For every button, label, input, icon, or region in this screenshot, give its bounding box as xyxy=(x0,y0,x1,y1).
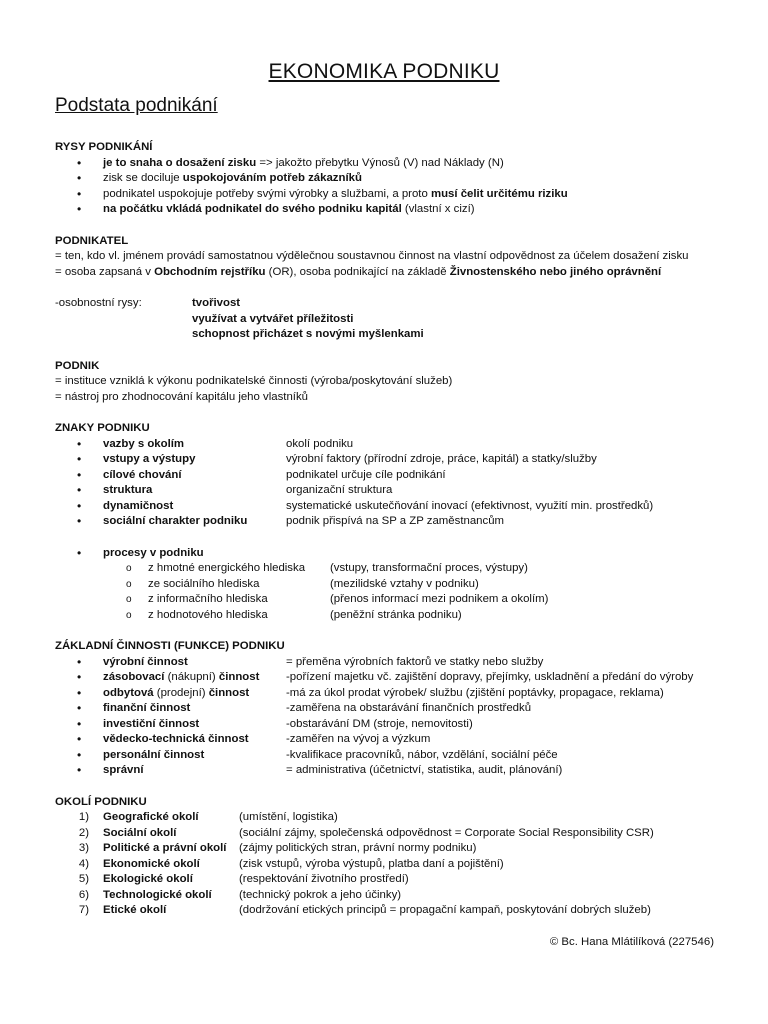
item-number: 5) xyxy=(78,873,89,885)
list-item xyxy=(55,826,735,842)
item-value: -obstarávání DM (stroje, nemovitosti) xyxy=(286,717,473,730)
item-key: vstupy a výstupy xyxy=(103,453,196,465)
cinnosti-list xyxy=(55,655,735,779)
sub-list-item xyxy=(55,608,735,624)
trait-item: schopnost přicházet s novými myšlenkami xyxy=(192,328,424,340)
item-value: organizační struktura xyxy=(286,484,393,496)
item-key: odbytová xyxy=(103,686,154,699)
item-value: (umístění, logistika) xyxy=(239,811,338,823)
item-key-tail: činnost xyxy=(205,686,250,699)
znaky-list xyxy=(55,437,735,562)
spacer xyxy=(55,280,735,296)
sub-item-value: (přenos informací mezi podnikem a okolím) xyxy=(330,593,549,605)
definition-line: = ten, kdo vl. jménem provádí samostatnou výdělečnou soustavnou činnost na vlastní odpovědnost za účelem dosažení zisku xyxy=(55,250,689,262)
bullet-icon: • xyxy=(77,685,82,700)
item-value: (zisk vstupů, výroba výstupů, platba daní a pojištění) xyxy=(239,857,504,870)
item-key: Politické a právní okolí xyxy=(103,842,227,854)
item-key: Technologické okolí xyxy=(103,888,212,901)
list-item xyxy=(55,452,735,468)
line-bold: Obchodním rejstříku xyxy=(154,265,266,278)
bullet-icon: • xyxy=(77,701,82,715)
item-bold: je to snaha o dosažení zisku xyxy=(103,156,257,169)
list-item xyxy=(55,732,735,748)
item-value: (zájmy politických stran, právní normy podniku) xyxy=(239,842,477,854)
item-value: okolí podniku xyxy=(286,437,354,450)
list-item xyxy=(55,763,735,779)
list-item xyxy=(55,717,735,733)
item-number: 6) xyxy=(78,888,89,901)
bullet-icon: • xyxy=(77,747,82,762)
item-key: procesy v podniku xyxy=(103,546,204,559)
bullet-icon: • xyxy=(77,186,82,201)
item-key: Sociální okolí xyxy=(103,826,177,839)
definition-line: = nástroj pro zhodnocování kapitálu jeho vlastníků xyxy=(55,390,308,403)
item-key: struktura xyxy=(103,484,153,496)
section-heading: RYSY PODNIKÁNÍ xyxy=(55,141,153,153)
sub-list-item xyxy=(55,592,735,608)
item-key: výrobní činnost xyxy=(103,655,188,668)
bullet-icon: • xyxy=(77,498,82,513)
list-item xyxy=(55,655,735,671)
bullet-icon: • xyxy=(77,732,82,746)
circle-bullet-icon: o xyxy=(126,563,132,574)
bullet-icon: • xyxy=(77,436,82,451)
item-number: 1) xyxy=(78,811,89,823)
item-key: investiční činnost xyxy=(103,717,200,730)
section-heading: ZNAKY PODNIKU xyxy=(55,422,150,434)
item-key: sociální charakter podniku xyxy=(103,515,248,527)
bullet-icon: • xyxy=(77,716,82,731)
item-value: -zaměřena na obstarávání finančních prostředků xyxy=(286,702,532,714)
item-key: Ekologické okolí xyxy=(103,873,193,885)
item-bold: uspokojováním potřeb zákazníků xyxy=(182,172,362,184)
list-item xyxy=(55,514,735,530)
item-value: výrobní faktory (přírodní zdroje, práce, kapitál) a statky/služby xyxy=(286,453,597,465)
bullet-icon: • xyxy=(77,514,82,528)
sub-list-item xyxy=(55,577,735,593)
okoli-list xyxy=(55,810,735,919)
line-bold: Živnostenského nebo jiného oprávnění xyxy=(449,265,662,278)
list-item xyxy=(55,872,735,888)
item-number: 2) xyxy=(78,826,89,839)
item-key-note: (nákupní) xyxy=(164,671,216,683)
definition-line: = instituce vzniklá k výkonu podnikatelské činnosti (výroba/poskytování služeb) xyxy=(55,375,453,387)
list-item xyxy=(55,857,735,873)
section-cinnosti xyxy=(55,639,735,779)
list-item xyxy=(55,810,735,826)
list-item xyxy=(55,468,735,484)
procesy-list xyxy=(55,561,735,623)
list-item xyxy=(55,187,735,203)
trait-item: využívat a vytvářet příležitosti xyxy=(192,312,354,325)
item-key: cílové chování xyxy=(103,468,182,481)
item-bold: musí čelit určitému riziku xyxy=(430,187,568,200)
bullet-icon: • xyxy=(77,171,82,185)
item-key: Geografické okolí xyxy=(103,811,199,823)
sub-list-item xyxy=(55,561,735,577)
section-znaky xyxy=(55,421,735,623)
circle-bullet-icon: o xyxy=(126,594,132,605)
bullet-icon: • xyxy=(77,763,82,777)
sub-item-value: (mezilidské vztahy v podniku) xyxy=(330,577,479,590)
list-item xyxy=(55,499,735,515)
list-item xyxy=(55,437,735,453)
item-value: (technický pokrok a jeho účinky) xyxy=(239,888,402,901)
trait-item: tvořivost xyxy=(192,297,241,309)
list-item xyxy=(55,686,735,702)
item-key: finanční činnost xyxy=(103,702,191,714)
document-subtitle: Podstata podnikání xyxy=(55,95,218,116)
sub-item-value: (vstupy, transformační proces, výstupy) xyxy=(330,562,528,574)
sub-item-key: ze sociálního hlediska xyxy=(148,577,260,590)
item-value: podnik přispívá na SP a ZP zaměstnancům xyxy=(286,515,505,527)
section-heading: PODNIK xyxy=(55,359,100,372)
line-text: (OR), osoba podnikající na základě xyxy=(265,265,450,278)
traits-block xyxy=(55,296,735,343)
list-item xyxy=(55,903,735,919)
bullet-icon: • xyxy=(77,545,82,560)
section-heading: ZÁKLADNÍ ČINNOSTI (FUNKCE) PODNIKU xyxy=(55,640,285,652)
item-text: => jakožto přebytku Výnosů (V) nad Náklady (N) xyxy=(256,156,504,169)
list-item xyxy=(55,748,735,764)
item-value: -má za úkol prodat výrobek/ službu (zjištění poptávky, propagace, reklama) xyxy=(286,686,664,699)
item-key: Ekonomické okolí xyxy=(103,857,200,870)
bullet-icon: • xyxy=(77,452,82,466)
author-footer: © Bc. Hana Mlátilíková (227546) xyxy=(549,936,714,948)
traits-values xyxy=(192,296,424,343)
item-number: 4) xyxy=(78,857,89,870)
item-text: zisk se dociluje xyxy=(103,172,183,184)
traits-label: -osobnostní rysy: xyxy=(55,297,142,309)
line-text: = osoba zapsaná v xyxy=(55,265,155,278)
list-item xyxy=(55,888,735,904)
section-podnik xyxy=(55,359,735,406)
item-value: -kvalifikace pracovníků, nábor, vzdělání, sociální péče xyxy=(286,748,558,761)
item-key: vazby s okolím xyxy=(103,437,185,450)
item-key: dynamičnost xyxy=(103,499,174,512)
item-value: (respektování životního prostředí) xyxy=(239,873,409,885)
item-value: = přeměna výrobních faktorů ve statky nebo služby xyxy=(286,655,544,668)
item-value: -zaměřen na vývoj a výzkum xyxy=(286,733,431,745)
list-item xyxy=(55,202,735,218)
item-key: vědecko-technická činnost xyxy=(103,733,249,745)
bullet-icon: • xyxy=(77,654,82,669)
section-okoli xyxy=(55,795,735,919)
item-value: (sociální zájmy, společenská odpovědnost = Corporate Social Responsibility CSR) xyxy=(239,826,654,839)
circle-bullet-icon: o xyxy=(126,578,132,590)
sub-item-key: z hmotné energického hlediska xyxy=(148,562,306,574)
section-rysy xyxy=(55,140,735,218)
definition-line xyxy=(55,265,735,281)
item-key-note: (prodejní) xyxy=(153,686,206,699)
bullet-icon: • xyxy=(77,202,82,216)
list-item xyxy=(55,156,735,172)
sub-item-key: z informačního hlediska xyxy=(148,593,268,605)
item-number: 3) xyxy=(78,842,89,854)
sub-item-key: z hodnotového hlediska xyxy=(148,608,268,621)
item-value: = administrativa (účetnictví, statistika, audit, plánování) xyxy=(286,764,563,776)
item-key: správní xyxy=(103,764,144,776)
item-key: personální činnost xyxy=(103,748,205,761)
item-value: systematické uskutečňování inovací (efektivnost, využití min. prostředků) xyxy=(286,499,654,512)
list-item xyxy=(55,701,735,717)
bullet-icon: • xyxy=(77,467,82,482)
sub-item-value: (peněžní stránka podniku) xyxy=(330,608,462,621)
item-text: podnikatel uspokojuje potřeby svými výrobky a službami, a proto xyxy=(103,187,431,200)
list-item xyxy=(55,546,735,562)
list-item xyxy=(55,171,735,187)
item-text: (vlastní x cizí) xyxy=(401,203,475,215)
list-item xyxy=(55,841,735,857)
bullet-icon: • xyxy=(77,483,82,497)
document-title: EKONOMIKA PODNIKU xyxy=(268,60,500,83)
list-item xyxy=(55,670,735,686)
circle-bullet-icon: o xyxy=(126,609,132,621)
section-podnikatel xyxy=(55,234,735,343)
item-value: (dodržování etických principů = propagační kampaň, poskytování dobrých služeb) xyxy=(239,904,651,916)
section-heading: OKOLÍ PODNIKU xyxy=(55,795,147,808)
item-key-tail: činnost xyxy=(215,671,260,683)
item-key: Etické okolí xyxy=(103,904,167,916)
item-value: -pořízení majetku vč. zajištění dopravy, přejímky, uskladnění a předání do výroby xyxy=(286,671,694,683)
list-item xyxy=(55,483,735,499)
item-number: 7) xyxy=(78,904,89,916)
item-value: podnikatel určuje cíle podnikání xyxy=(286,468,446,481)
bullet-icon: • xyxy=(77,670,82,684)
document-content xyxy=(55,140,735,935)
item-key: zásobovací xyxy=(103,671,165,683)
section-heading: PODNIKATEL xyxy=(55,234,129,247)
rysy-list xyxy=(55,156,735,218)
bullet-icon: • xyxy=(77,155,82,170)
item-bold: na počátku vkládá podnikatel do svého podniku kapitál xyxy=(103,203,402,215)
